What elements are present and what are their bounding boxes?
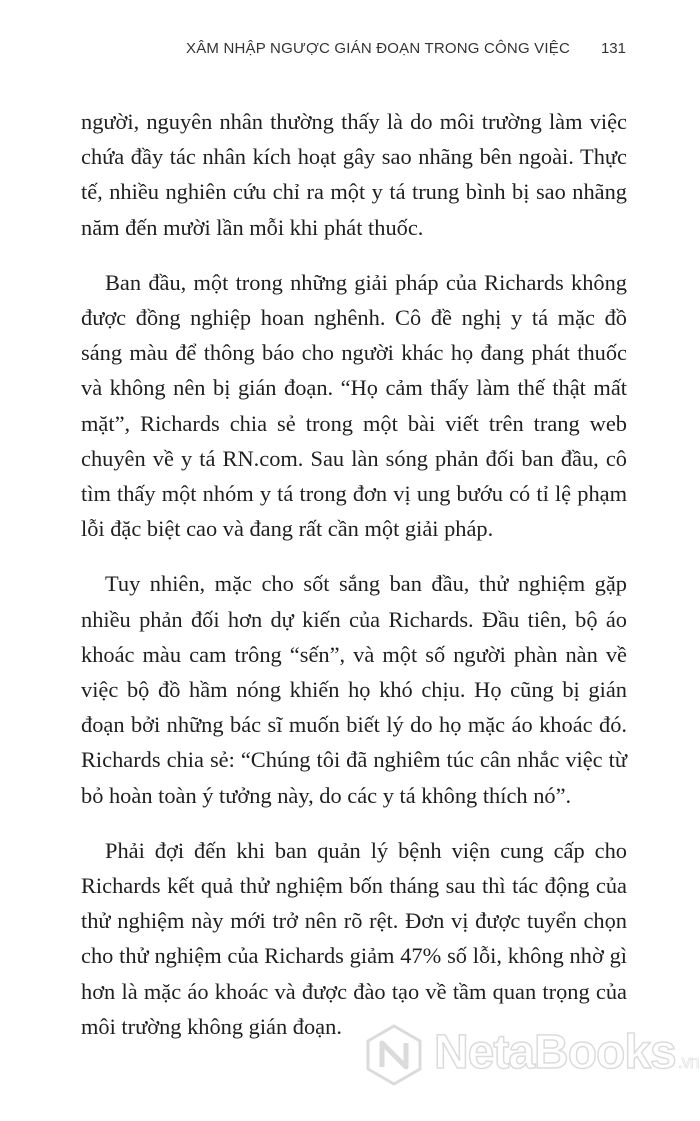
watermark-text [434,1025,699,1080]
paragraph-1: người, nguyên nhân thường thấy là do môi trường làm việc chứa đầy tác nhân kích hoạt gây sao nhãng bên ngoài. Thực tế, nhiều nghiên cứu chỉ ra một y tá trung bình bị sao nhãng năm đến mười lần mỗi khi phát thuốc. [81,109,627,240]
paragraph-3: Tuy nhiên, mặc cho sốt sắng ban đầu, thử nghiệm gặp nhiều phản đối hơn dự kiến của Richards. Đầu tiên, bộ áo khoác màu cam trông “sến”, và một số người phàn nàn về việc bộ đồ hầm nóng khiến họ khó chịu. Họ cũng bị gián đoạn bởi những bác sĩ muốn biết lý do họ mặc áo khoác đó. Richards chia sẻ: “Chúng tôi đã nghiêm túc cân nhắc việc từ bỏ hoàn toàn ý tưởng này, do các y tá không thích nó”. [81,571,627,808]
watermark [362,1019,699,1091]
watermark-brand: NetaBooks [434,1026,676,1079]
paragraph-4: Phải đợi đến khi ban quản lý bệnh viện cung cấp cho Richards kết quả thử nghiệm bốn tháng sau thì tác động của thử nghiệm này mới trở nên rõ rệt. Đơn vị được tuyển chọn cho thử nghiệm của Richards giảm 47% số lỗi, không nhờ gì hơn là mặc áo khoác và được đào tạo về tầm quan trọng của môi trường không gián đoạn. [81,837,627,1039]
watermark-suffix: .vn [677,1052,699,1072]
chapter-title: XÂM NHẬP NGƯỢC GIÁN ĐOẠN TRONG CÔNG VIỆC [186,40,570,57]
paragraph-2: Ban đầu, một trong những giải pháp của Richards không được đồng nghiệp hoan nghênh. Cô đề nghị y tá mặc đồ sáng màu để thông báo cho người khác họ đang phát thuốc và không nên bị gián đoạn. “Họ cảm thấy làm thế thật mất mặt”, Richards chia sẻ trong một bài viết trên trang web chuyên về y tá RN.com. Sau làn sóng phản đối ban đầu, cô tìm thấy một nhóm y tá trong đơn vị ung bướu có tỉ lệ phạm lỗi đặc biệt cao và đang rất cần một giải pháp. [81,269,627,542]
body-text [81,104,627,1064]
running-header [0,40,700,66]
page-number: 131 [600,40,626,57]
netabooks-logo-icon [362,1023,426,1087]
